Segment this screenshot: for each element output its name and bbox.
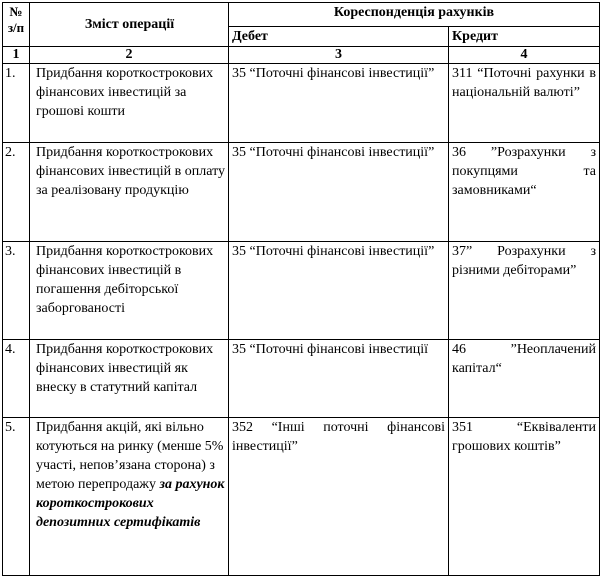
credit-cell: 46 ”Неоплачений капітал“ <box>449 340 600 418</box>
table-row <box>3 242 600 340</box>
debit-cell: 35 “Поточні фінансові інвестиції” <box>229 242 449 340</box>
header-correspondence: Кореспонденція рахунків <box>229 3 600 27</box>
operation-cell <box>30 418 229 576</box>
column-number: 4 <box>449 47 600 64</box>
credit-cell: 37” Розрахунки з різними дебіторами” <box>449 242 600 340</box>
table-row <box>3 340 600 418</box>
row-number: 3. <box>3 242 30 340</box>
table-row <box>3 143 600 242</box>
header-credit: Кредит <box>449 27 600 47</box>
credit-cell: 36 ”Розрахунки з покупцями та замовниками“ <box>449 143 600 242</box>
debit-cell: 35 “Поточні фінансові інвестиції” <box>229 64 449 143</box>
row-number: 2. <box>3 143 30 242</box>
accounting-table <box>2 2 600 576</box>
operation-text: Придбання акцій, які вільно котуються на ринку (менше 5% участі, непов’язана сторона) з метою перепродажу <box>36 420 224 492</box>
operation-cell: Придбання короткострокових фінансових інвестицій в оплату за реалізовану продукцію <box>30 143 229 242</box>
debit-cell: 35 “Поточні фінансові інвестиції” <box>229 143 449 242</box>
operation-cell: Придбання короткострокових фінансових інвестицій в погашення дебіторської заборгованості <box>30 242 229 340</box>
row-number: 5. <box>3 418 30 576</box>
header-debit: Дебет <box>229 27 449 47</box>
table-row <box>3 64 600 143</box>
operation-cell: Придбання короткострокових фінансових інвестицій за грошові кошти <box>30 64 229 143</box>
column-number: 2 <box>30 47 229 64</box>
column-number-row <box>3 47 600 64</box>
debit-cell: 35 “Поточні фінансові інвестиції <box>229 340 449 418</box>
operation-emphasis: за рахунок короткострокових депозитних сертифікатів <box>36 477 225 530</box>
column-number: 1 <box>3 47 30 64</box>
table-row <box>3 418 600 576</box>
header-number: № з/п <box>3 3 30 47</box>
header-row <box>3 3 600 27</box>
credit-cell: 311 “Поточні рахунки в національній валюті” <box>449 64 600 143</box>
debit-cell: 352 “Інші поточні фінансові інвестиції” <box>229 418 449 576</box>
row-number: 1. <box>3 64 30 143</box>
operation-cell: Придбання короткострокових фінансових інвестицій як внеску в статутний капітал <box>30 340 229 418</box>
column-number: 3 <box>229 47 449 64</box>
row-number: 4. <box>3 340 30 418</box>
credit-cell: 351 “Еквіваленти грошових коштів” <box>449 418 600 576</box>
header-operation: Зміст операції <box>30 3 229 47</box>
